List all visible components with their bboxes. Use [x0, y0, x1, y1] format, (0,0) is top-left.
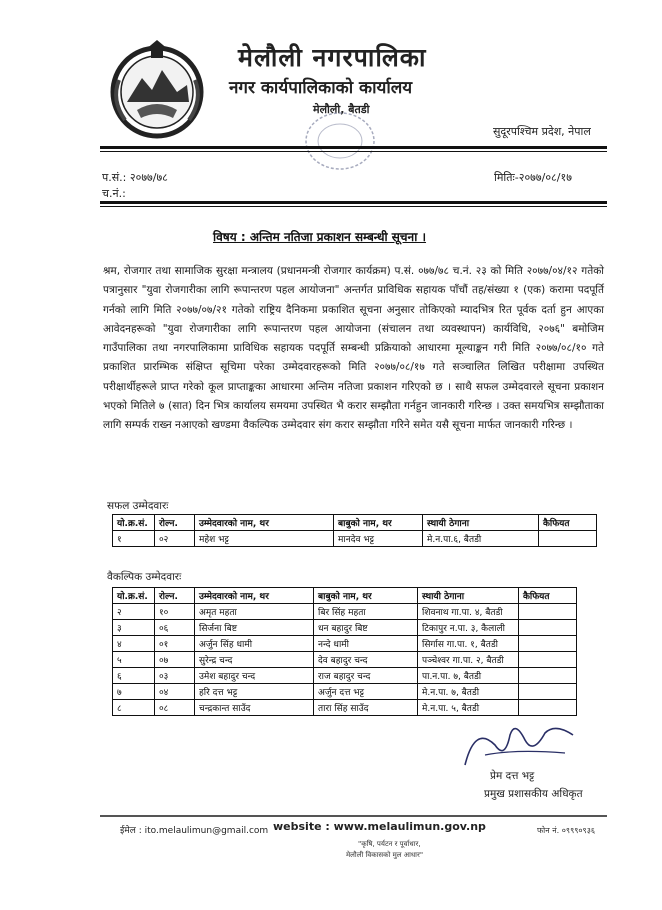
cell-remarks — [539, 531, 597, 547]
footer-phone: फोन नं. ०९९९०९३६ — [537, 826, 596, 835]
col-serial: यो.क्र.सं. — [113, 515, 155, 531]
cell-roll: ०२ — [155, 531, 195, 547]
cell-serial: ६ — [113, 668, 155, 684]
cell-serial: ४ — [113, 636, 155, 652]
col-remarks: कैफियत — [519, 588, 577, 604]
cell-roll: ०८ — [155, 700, 195, 716]
cell-serial: २ — [113, 604, 155, 620]
cell-roll: १० — [155, 604, 195, 620]
signature-icon — [455, 715, 585, 775]
dispatch-number: च.नं.: — [102, 187, 126, 200]
cell-address: मे.न.पा. ७, बैतडी — [418, 684, 519, 700]
cell-father: अर्जुन दत्त भट्ट — [314, 684, 418, 700]
cell-remarks — [519, 604, 577, 620]
footer-slogan-line1: "कृषि, पर्यटन र पूर्वाधार, — [358, 840, 421, 848]
cell-address: शिवनाथ गा.पा. ४, बैतडी — [418, 604, 519, 620]
col-serial: यो.क्र.सं. — [113, 588, 155, 604]
cell-address: सिर्गास गा.पा. १, बैतडी — [418, 636, 519, 652]
col-father: बाबुको नाम, थर — [334, 515, 423, 531]
table-row — [113, 652, 577, 668]
col-address: स्थायी ठेगाना — [418, 588, 519, 604]
cell-serial: ५ — [113, 652, 155, 668]
office-seal-icon — [300, 105, 378, 175]
cell-name: अर्जुन सिंह धामी — [195, 636, 314, 652]
cell-father: मानदेव भट्ट — [334, 531, 423, 547]
footer-website: website : www.melaulimun.gov.np — [273, 820, 486, 833]
cell-name: उमेश बहादुर चन्द — [195, 668, 314, 684]
cell-name: अमृत महता — [195, 604, 314, 620]
cell-name: महेश भट्ट — [195, 531, 334, 547]
table-row — [113, 531, 597, 547]
reference-number: प.सं.: २०७७/७८ — [102, 171, 168, 184]
footer-email: ईमेल : ito.melaulimun@gmail.com — [120, 826, 269, 836]
office-subtitle: नगर कार्यपालिकाको कार्यालय — [229, 78, 413, 98]
header-rule — [100, 146, 607, 149]
col-roll: रोल्न. — [155, 588, 195, 604]
notice-body — [103, 262, 604, 436]
cell-remarks — [519, 620, 577, 636]
table-row — [113, 620, 577, 636]
cell-roll: ०१ — [155, 636, 195, 652]
cell-roll: ०६ — [155, 620, 195, 636]
cell-father: नन्दे धामी — [314, 636, 418, 652]
cell-address: मे.न.पा. ५, बैतडी — [418, 700, 519, 716]
table-row — [113, 684, 577, 700]
col-name: उम्मेदवारको नाम, थर — [195, 588, 314, 604]
successful-table — [112, 514, 597, 547]
header-rule-thin — [100, 151, 607, 152]
cell-remarks — [519, 668, 577, 684]
signatory-title: प्रमुख प्रशासकीय अधिकृत — [484, 788, 583, 800]
successful-heading: सफल उम्मेदवारः — [107, 500, 169, 512]
cell-remarks — [519, 636, 577, 652]
table-header-row — [113, 588, 577, 604]
table-row — [113, 604, 577, 620]
cell-serial: ३ — [113, 620, 155, 636]
table-row — [113, 636, 577, 652]
cell-father: तारा सिंह साउँद — [314, 700, 418, 716]
cell-serial: ७ — [113, 684, 155, 700]
cell-name: सुरेन्द्र चन्द — [195, 652, 314, 668]
table-row — [113, 668, 577, 684]
table-header-row — [113, 515, 597, 531]
province-label: सुदूरपश्चिम प्रदेश, नेपाल — [493, 125, 591, 138]
col-name: उम्मेदवारको नाम, थर — [195, 515, 334, 531]
cell-remarks — [519, 684, 577, 700]
col-father: बाबुको नाम, थर — [314, 588, 418, 604]
cell-name: हरि दत्त भट्ट — [195, 684, 314, 700]
cell-address: पञ्चेश्वर गा.पा. २, बैतडी — [418, 652, 519, 668]
cell-roll: ०३ — [155, 668, 195, 684]
notice-paragraph: श्रम, रोजगार तथा सामाजिक सुरक्षा मन्त्रालय (प्रधानमन्त्री रोजगार कार्यक्रम) प.सं. ०७७/७८ च.नं. २३ को मिति २०७७/०४/१२ गतेको पत्रानुसार "युवा रोजगारीका लागि रूपान्तरण पहल आयोजना" अन्तर्गत प्राविधिक सहायक पाँचौं तह/संख्या १ (एक) करामा पदपूर्ति गर्नको लागि मिति २०७७/०७/२१ गतेको राष्ट्रिय दैनिकमा प्रकाशित सूचना अनुसार तोकिएको म्यादभित्र रित पूर्वक दर्ता हुन आएका आवेदनहरूको "युवा रोजगारीका लागि रूपान्तरण पहल आयोजना (संचालन तथा व्यवस्थापन) कार्यविधि, २०७६" बमोजिम गाउँपालिका तथा नगरपालिकामा प्राविधिक सहायक पदपूर्ति सम्बन्धी प्रक्रियाको आधारमा मूल्याङ्कन गरी मिति २०७७/०८/१० गते प्रकाशित प्रारम्भिक संक्षिप्त सूचिमा परेका उम्मेदवारहरूको मिति २०७७/०८/१७ गते सञ्चालित लिखित परीक्षामा उपस्थित परीक्षार्थीहरूले प्राप्त गरेको कूल प्राप्ताङ्कका आधारमा अन्तिम नतिजा प्रकाशन गरिएको छ । साथै सफल उम्मेदवारले सूचना प्रकाशन भएको मितिले ७ (सात) दिन भित्र कार्यालय समयमा उपस्थित भै करार सम्झौता गर्नहुन जानकारी गरिन्छ । उक्त समयभित्र सम्झौताका लागि सम्पर्क राख्न नआएको खण्डमा वैकल्पिक उम्मेदवार संग करार सम्झौता गरिने समेत यसै सूचना मार्फत जानकारी गरिन्छ । — [103, 265, 604, 432]
cell-roll: ०७ — [155, 652, 195, 668]
table-row — [113, 700, 577, 716]
cell-father: धन बहादुर बिष्ट — [314, 620, 418, 636]
cell-father: राज बहादुर चन्द — [314, 668, 418, 684]
col-roll: रोल्न. — [155, 515, 195, 531]
col-remarks: कैफियत — [539, 515, 597, 531]
subject-heading: विषय : अन्तिम नतिजा प्रकाशन सम्बन्धी सूचना । — [213, 230, 427, 244]
cell-name: चन्द्रकान्त साउँद — [195, 700, 314, 716]
cell-remarks — [519, 700, 577, 716]
ref-rule — [100, 201, 607, 204]
cell-name: सिर्जना बिष्ट — [195, 620, 314, 636]
cell-address: पा.न.पा. ७, बैतडी — [418, 668, 519, 684]
cell-roll: ०४ — [155, 684, 195, 700]
cell-address: टिकापुर न.पा. ३, कैलाली — [418, 620, 519, 636]
cell-address: मे.न.पा.६, बैतडी — [423, 531, 539, 547]
cell-father: बिर सिंह महता — [314, 604, 418, 620]
alternate-table — [112, 587, 577, 716]
footer-slogan-line2: मेलौली विकासको मुल आधार" — [346, 851, 424, 859]
col-address: स्थायी ठेगाना — [423, 515, 539, 531]
footer-rule — [100, 815, 607, 817]
notice-date: मितिः-२०७७/०८/१७ — [494, 171, 572, 184]
nepal-government-emblem-icon — [107, 40, 207, 140]
ref-rule-thin — [100, 206, 607, 207]
municipality-title: मेलौली नगरपालिका — [238, 43, 427, 72]
signatory-name: प्रेम दत्त भट्ट — [490, 770, 535, 782]
cell-remarks — [519, 652, 577, 668]
office-location: मेलौली, बैतडी — [313, 103, 370, 116]
cell-serial: ८ — [113, 700, 155, 716]
alternate-heading: वैकल्पिक उम्मेदवारः — [107, 571, 182, 583]
cell-serial: १ — [113, 531, 155, 547]
cell-father: देव बहादुर चन्द — [314, 652, 418, 668]
